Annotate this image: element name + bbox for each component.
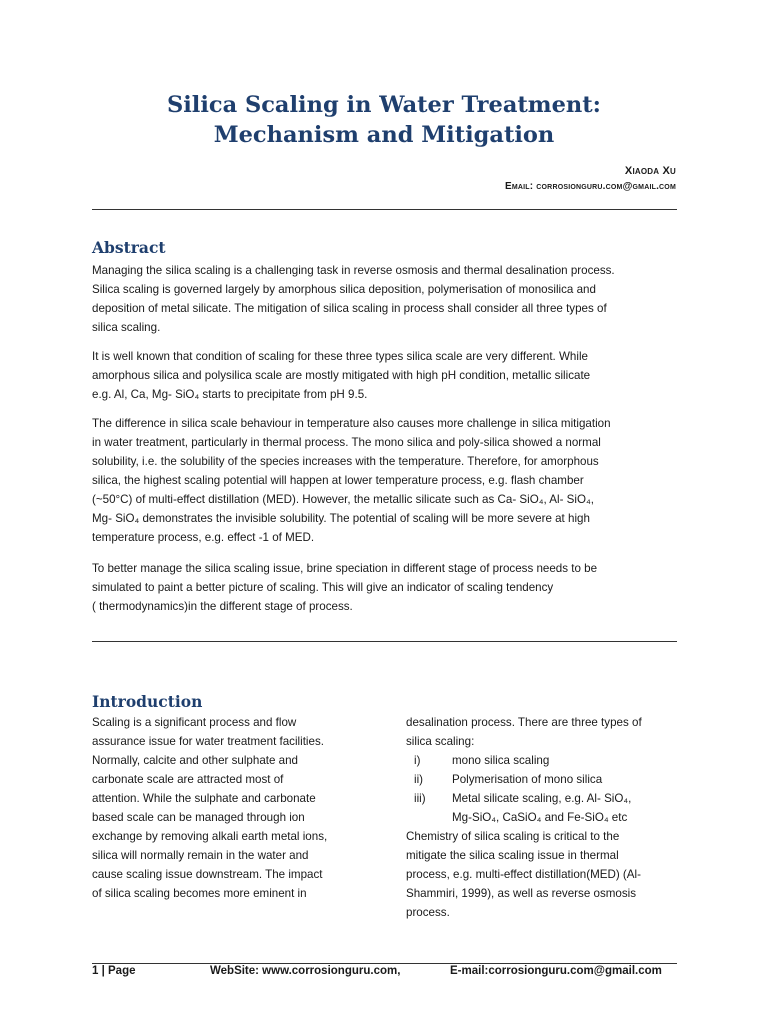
title-line-1: Silica Scaling in Water Treatment:: [166, 92, 601, 118]
text-line: Silica scaling is governed largely by amorphous silica deposition, polymerisation of monosilica and: [92, 283, 596, 296]
text-line: carbonate scale are attracted most of: [92, 773, 284, 786]
text-line: temperature process, e.g. effect -1 of MED.: [92, 531, 315, 544]
text-line: Scaling is a significant process and flow: [92, 716, 297, 729]
abstract-paragraph-1: [92, 261, 682, 337]
abstract-paragraph-2: [92, 347, 682, 404]
paper-title: [0, 90, 768, 150]
text-line: amorphous silica and polysilica scale are mostly mitigated with high pH condition, metallic silicate: [92, 369, 591, 382]
list-item: [406, 789, 681, 808]
text-line: Normally, calcite and other sulphate and: [92, 754, 299, 767]
abstract-divider: [92, 641, 677, 642]
text-line: process, e.g. multi-effect distillation(MED) (Al-: [406, 868, 641, 881]
list-text: Polymerisation of mono silica: [452, 773, 603, 786]
text-line: mitigate the silica scaling issue in thermal: [406, 849, 619, 862]
footer-email: E-mail:corrosionguru.com@gmail.com: [450, 965, 662, 977]
text-line: To better manage the silica scaling issue, brine speciation in different stage of process needs to be: [92, 562, 598, 575]
text-line: Mg- SiO₄ demonstrates the invisible solubility. The potential of scaling will be more severe at high: [92, 512, 590, 525]
text-line: (~50°C) of multi-effect distillation (MED). However, the metallic silicate such as Ca- SiO₄, Al- SiO₄,: [92, 493, 594, 506]
text-line: Managing the silica scaling is a challenging task in reverse osmosis and thermal desalination process.: [92, 264, 615, 277]
text-line: attention. While the sulphate and carbonate: [92, 792, 316, 805]
text-line: silica scaling:: [406, 735, 475, 748]
introduction-heading: Introduction: [92, 692, 203, 711]
list-item: [406, 770, 681, 789]
text-line: solubility, i.e. the solubility of the species increases with the temperature. Therefore, for amorphous: [92, 455, 599, 468]
list-continuation: Mg-SiO₄, CaSiO₄ and Fe-SiO₄ etc: [452, 811, 628, 824]
list-number: iii): [414, 792, 426, 805]
text-line: Chemistry of silica scaling is critical to the: [406, 830, 620, 843]
text-line: deposition of metal silicate. The mitigation of silica scaling in process shall consider all three types of: [92, 302, 607, 315]
text-line: cause scaling issue downstream. The impact: [92, 868, 323, 881]
abstract-paragraph-4: [92, 559, 682, 616]
text-line: silica, the highest scaling potential will happen at lower temperature process, e.g. flash chamber: [92, 474, 584, 487]
text-line: of silica scaling becomes more eminent in: [92, 887, 307, 900]
text-line: in water treatment, particularly in thermal process. The mono silica and poly-silica showed a normal: [92, 436, 601, 449]
text-line: process.: [406, 906, 450, 919]
title-line-2: Mechanism and Mitigation: [213, 122, 555, 148]
page-number: 1 | Page: [92, 965, 136, 977]
list-number: ii): [414, 773, 424, 786]
list-text: mono silica scaling: [452, 754, 550, 767]
text-line: It is well known that condition of scaling for these three types silica scale are very different. While: [92, 350, 588, 363]
introduction-right-column: [406, 713, 681, 922]
header-divider: [92, 209, 677, 210]
text-line: ( thermodynamics)in the different stage of process.: [92, 600, 353, 613]
abstract-heading: Abstract: [92, 238, 166, 257]
text-line: desalination process. There are three types of: [406, 716, 642, 729]
footer-website: WebSite: www.corrosionguru.com,: [210, 965, 401, 977]
text-line: e.g. Al, Ca, Mg- SiO₄ starts to precipitate from pH 9.5.: [92, 388, 368, 401]
list-text: Metal silicate scaling, e.g. Al- SiO₄,: [452, 792, 632, 805]
text-line: silica will normally remain in the water and: [92, 849, 309, 862]
text-line: simulated to paint a better picture of scaling. This will give an indicator of scaling tendency: [92, 581, 554, 594]
list-item: [406, 751, 681, 770]
author-email: Email: corrosionguru.com@gmail.com: [505, 181, 676, 192]
text-line: Shammiri, 1999), as well as reverse osmosis: [406, 887, 637, 900]
introduction-left-column: [92, 713, 377, 903]
text-line: silica scaling.: [92, 321, 161, 334]
scaling-types-list: [406, 751, 681, 827]
text-line: assurance issue for water treatment facilities.: [92, 735, 324, 748]
author-name: Xiaoda Xu: [624, 165, 676, 177]
text-line: based scale can be managed through ion: [92, 811, 305, 824]
text-line: exchange by removing alkali earth metal ions,: [92, 830, 328, 843]
page-footer: [92, 963, 677, 977]
list-number: i): [414, 754, 421, 767]
text-line: The difference in silica scale behaviour in temperature also causes more challenge in silica mitigation: [92, 417, 611, 430]
abstract-paragraph-3: [92, 414, 682, 547]
